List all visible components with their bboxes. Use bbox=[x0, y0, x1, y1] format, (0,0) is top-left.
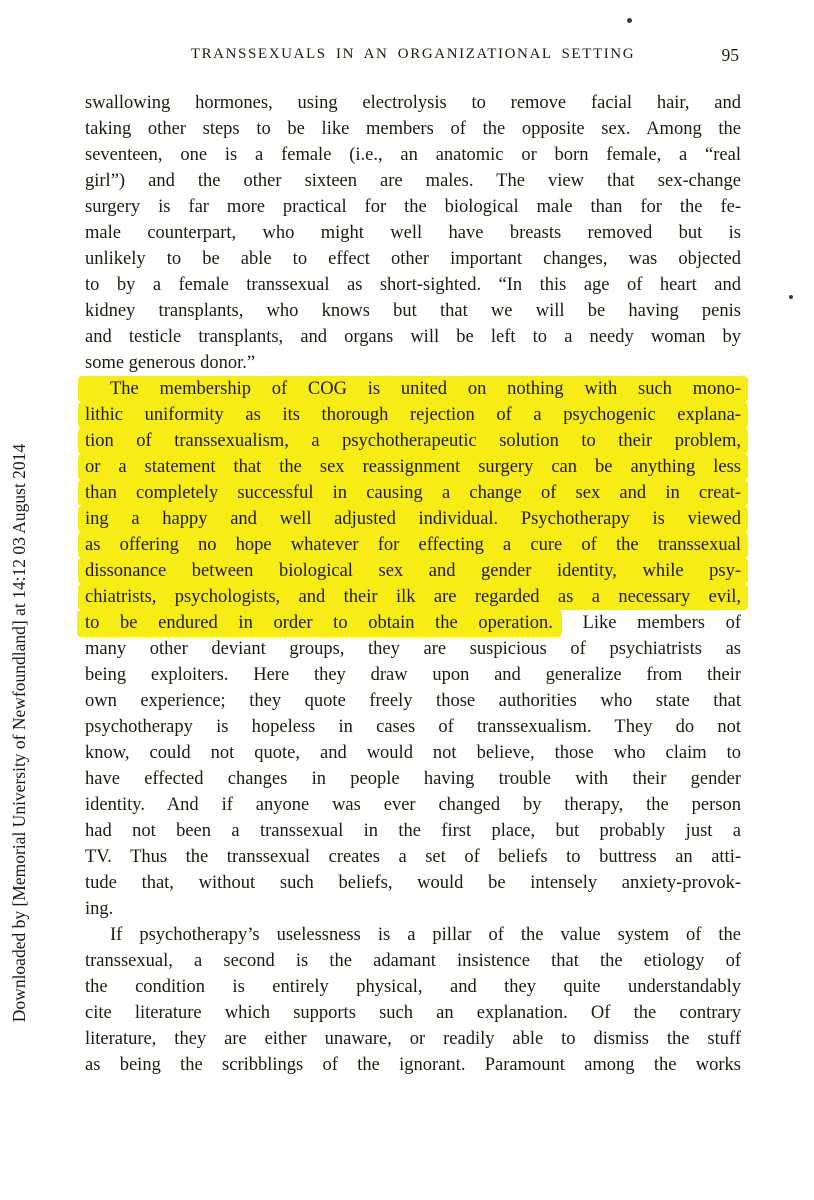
text-line bbox=[85, 714, 741, 740]
text-line bbox=[85, 90, 741, 116]
paragraph bbox=[85, 922, 741, 1078]
body-text: being exploiters. Here they draw upon and generalize from their bbox=[85, 665, 741, 685]
body-text: as being the scribblings of the ignorant. Paramount among the works bbox=[85, 1055, 741, 1075]
page-number: 95 bbox=[721, 45, 739, 65]
body-text: kidney transplants, who knows but that we will be having penis bbox=[85, 301, 741, 321]
body-text: the condition is entirely physical, and they quite understandably bbox=[85, 977, 741, 997]
text-line bbox=[85, 922, 741, 948]
body-text: seventeen, one is a female (i.e., an anatomic or born female, a “real bbox=[85, 145, 741, 165]
body-text: some generous donor.” bbox=[85, 353, 256, 373]
text-line bbox=[85, 246, 741, 272]
body-text: male counterpart, who might well have breasts removed but is bbox=[85, 223, 741, 243]
body-text: know, could not quote, and would not believe, those who claim to bbox=[85, 743, 741, 763]
body-text: and testicle transplants, and organs will be left to a needy woman by bbox=[85, 327, 741, 347]
text-line bbox=[85, 1000, 741, 1026]
paragraph bbox=[85, 376, 741, 922]
text-line bbox=[85, 272, 741, 298]
highlighted-line bbox=[78, 480, 748, 506]
body-text: literature, they are either unaware, or readily able to dismiss the stuff bbox=[85, 1029, 741, 1049]
highlighted-text: to be endured in order to obtain the operation. bbox=[77, 610, 562, 637]
text-line bbox=[85, 1026, 741, 1052]
body-text: cite literature which supports such an explanation. Of the contrary bbox=[85, 1003, 741, 1023]
text-line bbox=[85, 610, 741, 636]
body-text: If psychotherapy’s uselessness is a pillar of the value system of the bbox=[110, 925, 741, 945]
body-text: Like members of bbox=[582, 613, 742, 633]
body-text: identity. And if anyone was ever changed by therapy, the person bbox=[85, 795, 741, 815]
highlighted-line bbox=[78, 376, 748, 402]
highlighted-text: The membership of COG is united on nothing with such mono- bbox=[110, 379, 741, 399]
body-text: swallowing hormones, using electrolysis to remove facial hair, and bbox=[85, 93, 741, 113]
body-text: ing. bbox=[85, 899, 114, 919]
text-line bbox=[85, 298, 741, 324]
running-title: TRANSSEXUALS IN AN ORGANIZATIONAL SETTING bbox=[190, 46, 636, 62]
body-text: transsexual, a second is the adamant insistence that the etiology of bbox=[85, 951, 741, 971]
text-line bbox=[85, 948, 741, 974]
text-line bbox=[85, 974, 741, 1000]
highlighted-line bbox=[78, 454, 748, 480]
highlighted-text: lithic uniformity as its thorough rejection of a psychogenic explana- bbox=[85, 405, 741, 425]
text-line bbox=[85, 350, 741, 376]
text-line bbox=[85, 116, 741, 142]
text-line bbox=[85, 792, 741, 818]
text-line bbox=[85, 870, 741, 896]
body-text: unlikely to be able to effect other important changes, was objected bbox=[85, 249, 741, 269]
highlighted-text: ing a happy and well adjusted individual. Psychotherapy is viewed bbox=[85, 509, 741, 529]
text-line bbox=[85, 168, 741, 194]
page-header bbox=[85, 46, 741, 66]
text-line bbox=[85, 324, 741, 350]
highlighted-text: than completely successful in causing a change of sex and in creat- bbox=[85, 483, 741, 503]
text-line bbox=[85, 896, 741, 922]
text-line bbox=[85, 636, 741, 662]
highlighted-text: chiatrists, psychologists, and their ilk are regarded as a necessary evil, bbox=[85, 587, 741, 607]
body-text: surgery is far more practical for the biological male than for the fe- bbox=[85, 197, 741, 217]
page-body bbox=[85, 90, 741, 1078]
highlighted-line bbox=[78, 584, 748, 610]
highlighted-line bbox=[78, 558, 748, 584]
text-line bbox=[85, 766, 741, 792]
body-text: have effected changes in people having trouble with their gender bbox=[85, 769, 741, 789]
body-text: many other deviant groups, they are suspicious of psychiatrists as bbox=[85, 639, 741, 659]
highlighted-text: dissonance between biological sex and gender identity, while psy- bbox=[85, 561, 741, 581]
highlighted-text: as offering no hope whatever for effecting a cure of the transsexual bbox=[85, 535, 741, 555]
highlighted-text: or a statement that the sex reassignment surgery can be anything less bbox=[85, 457, 741, 477]
text-line bbox=[85, 194, 741, 220]
download-watermark: Downloaded by [Memorial University of Newfoundland] at 14:12 03 August 2014 bbox=[9, 443, 29, 1023]
text-line bbox=[85, 818, 741, 844]
body-text: had not been a transsexual in the first place, but probably just a bbox=[85, 821, 741, 841]
text-line bbox=[85, 844, 741, 870]
body-text: to by a female transsexual as short-sighted. “In this age of heart and bbox=[85, 275, 741, 295]
body-text: taking other steps to be like members of the opposite sex. Among the bbox=[85, 119, 741, 139]
text-line bbox=[85, 688, 741, 714]
scan-speck bbox=[789, 295, 793, 299]
text-line bbox=[85, 1052, 741, 1078]
highlighted-line bbox=[78, 428, 748, 454]
highlighted-line bbox=[78, 532, 748, 558]
text-column bbox=[85, 46, 741, 1078]
highlighted-line bbox=[78, 506, 748, 532]
highlighted-text: tion of transsexualism, a psychotherapeutic solution to their problem, bbox=[85, 431, 741, 451]
body-text: tude that, without such beliefs, would be intensely anxiety-provok- bbox=[85, 873, 741, 893]
body-text: girl”) and the other sixteen are males. The view that sex-change bbox=[85, 171, 741, 191]
body-text: TV. Thus the transsexual creates a set of beliefs to buttress an atti- bbox=[85, 847, 741, 867]
paragraph bbox=[85, 90, 741, 376]
body-text: psychotherapy is hopeless in cases of transsexualism. They do not bbox=[85, 717, 741, 737]
text-line bbox=[85, 740, 741, 766]
scan-speck bbox=[627, 18, 632, 23]
highlighted-line bbox=[78, 402, 748, 428]
text-line bbox=[85, 142, 741, 168]
text-line bbox=[85, 220, 741, 246]
text-line bbox=[85, 662, 741, 688]
body-text: own experience; they quote freely those authorities who state that bbox=[85, 691, 741, 711]
